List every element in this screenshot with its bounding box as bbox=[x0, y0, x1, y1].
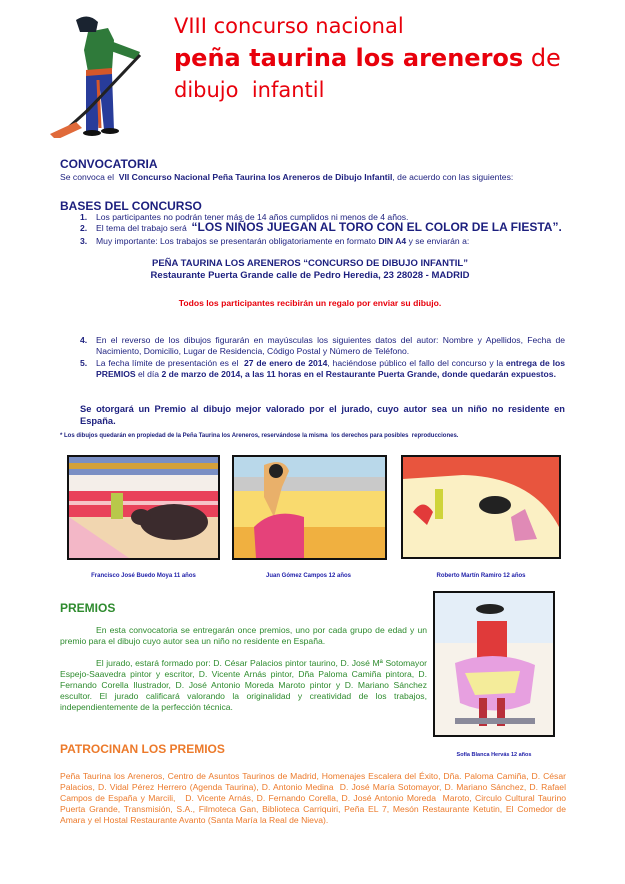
title-line-1: VIII concurso nacional bbox=[174, 14, 404, 38]
bullfight-drawing-1 bbox=[69, 457, 218, 558]
foreign-prize-notice: Se otorgará un Premio al dibujo mejor valorado por el jurado, cuyo autor sea un niño no residente en España. bbox=[80, 404, 565, 426]
rule-number: 3. bbox=[80, 236, 88, 246]
premios-paragraph-1: En esta convocatoria se entregarán once premios, uno por cada grupo de edad y un premio para el dibujo cuyo autor sea un niño no residente en España. bbox=[60, 625, 427, 646]
drawing-2 bbox=[232, 455, 387, 560]
rule-3 bbox=[80, 236, 469, 247]
drawing-1 bbox=[67, 455, 220, 560]
address-line-1: PEÑA TAURINA LOS ARENEROS “CONCURSO DE DIBUJO INFANTIL” bbox=[152, 258, 468, 269]
sponsors-list: Peña Taurina los Areneros, Centro de Asuntos Taurinos de Madrid, Homenajes Escalera del Éxito, Dña. Paloma Camiña, D. César Palacios, D. Vidal Pérez Herrero (Agenda Taurina), D. Antonio Medina D. José María Sotomayor, D. Mariano Sánchez, D. Rafael Campos de España y Marcili, D. Vicente Arnás, D. Fernando Corella, D. José Antonio Moreda Maroto, Circulo Cultural Taurino Puerta Grande, Transmisión, S.A., Filmoteca Gan, Biblioteca Carriquiri, Peña EL 7, Mesón Restaurante Ketutin, El Comedor de Amara y el Hostal Restaurante Avanto (Santa María la Real de Nieva). bbox=[60, 771, 569, 825]
title-line-2 bbox=[174, 44, 561, 72]
convocatoria-heading: CONVOCATORIA bbox=[60, 157, 158, 171]
footnote: * Los dibujos quedarán en propiedad de la Peña Taurina los Areneros, reservándose la misma los derechos para posibles reproducciones. bbox=[60, 433, 459, 439]
gift-notice: Todos los participantes recibirán un regalo por enviar su dibujo. bbox=[178, 298, 442, 308]
rule-text: el día bbox=[135, 369, 162, 379]
drawing-1-caption: Francisco José Buedo Moya 11 años bbox=[91, 573, 196, 579]
rule-number: 4. bbox=[80, 335, 88, 345]
drawing-3-caption: Roberto Martín Ramiro 12 años bbox=[436, 573, 526, 579]
rule-text: La fecha límite de presentación es el bbox=[96, 358, 245, 368]
title-line-3: dibujo infantil bbox=[174, 78, 325, 102]
rule-text: entrega de los PREMIOS bbox=[96, 358, 568, 379]
mailing-address bbox=[60, 258, 560, 282]
bullfight-drawing-3 bbox=[403, 457, 559, 557]
title-de: de bbox=[523, 44, 561, 72]
rule-text: Muy importante: Los trabajos se presentarán obligatoriamente en formato bbox=[96, 236, 379, 246]
address-line-2: Restaurante Puerta Grande calle de Pedro Heredia, 23 28028 - MADRID bbox=[150, 270, 470, 281]
rule-number: 1. bbox=[80, 212, 88, 222]
arenero-logo-illustration bbox=[48, 10, 163, 138]
text: , de acuerdo con las siguientes: bbox=[392, 172, 514, 182]
rule-text: , haciéndose público el fallo del concurso y la bbox=[327, 358, 506, 368]
premios-paragraph-2: El jurado, estará formado por: D. César Palacios pintor taurino, D. José Mª Sotomayor Espejo-Saavedra pintor y escritor, D. Vicente Arnás pintor, Dña Paloma Camiña pintora, D. Fernando Corella Ilustrador, D. José Antonio Moreda Maroto pintor y D. Mariano Sánchez escultor. El jurado calificará valorando la originalidad y creatividad de los trabajos, independientemente de la perfección técnica. bbox=[60, 658, 427, 712]
bases-heading: BASES DEL CONCURSO bbox=[60, 199, 202, 213]
ceremony-date: 2 de marzo de 2014, a las 11 horas en el Restaurante Puerta Grande, donde quedarán expuestos. bbox=[161, 369, 556, 379]
theme: “LOS NIÑOS JUEGAN AL TORO CON EL COLOR DE LA FIESTA”. bbox=[191, 220, 562, 234]
drawing-4 bbox=[433, 591, 555, 737]
rule-text: En el reverso de los dibujos figurarán en mayúsculas los siguientes datos del autor: Nombre y Apellidos, Fecha de Nacimiento, Domicilio, Lugar de Residencia, Código Postal y Número de Teléfono. bbox=[96, 335, 565, 356]
torero-drawing bbox=[435, 593, 553, 735]
format: DIN A4 bbox=[378, 236, 407, 246]
drawing-3 bbox=[401, 455, 561, 559]
rule-text: Los participantes no podrán tener más de 14 años cumplidos ni menos de 4 años. bbox=[96, 212, 409, 222]
rule-number: 2. bbox=[80, 223, 88, 233]
drawing-2-caption: Juan Gómez Campos 12 años bbox=[265, 573, 352, 579]
bullfight-drawing-2 bbox=[234, 457, 385, 558]
convocatoria-text bbox=[60, 172, 513, 183]
rule-2 bbox=[80, 222, 562, 234]
rule-text: y se enviarán a: bbox=[406, 236, 470, 246]
deadline: 27 de enero de 2014 bbox=[244, 358, 328, 368]
contest-name: VII Concurso Nacional Peña Taurina los Areneros de Dibujo Infantil bbox=[118, 172, 393, 182]
rule-number: 5. bbox=[80, 358, 88, 368]
rule-4 bbox=[80, 335, 565, 357]
premios-heading: PREMIOS bbox=[60, 601, 116, 615]
patrocinan-heading: PATROCINAN LOS PREMIOS bbox=[60, 742, 225, 756]
rule-5 bbox=[80, 358, 568, 380]
drawing-4-caption: Sofía Blanca Hervás 12 años bbox=[456, 752, 532, 758]
club-name: peña taurina los areneros bbox=[174, 44, 524, 72]
rule-text: El tema del trabajo será bbox=[96, 223, 192, 233]
text: Se convoca el bbox=[60, 172, 119, 182]
